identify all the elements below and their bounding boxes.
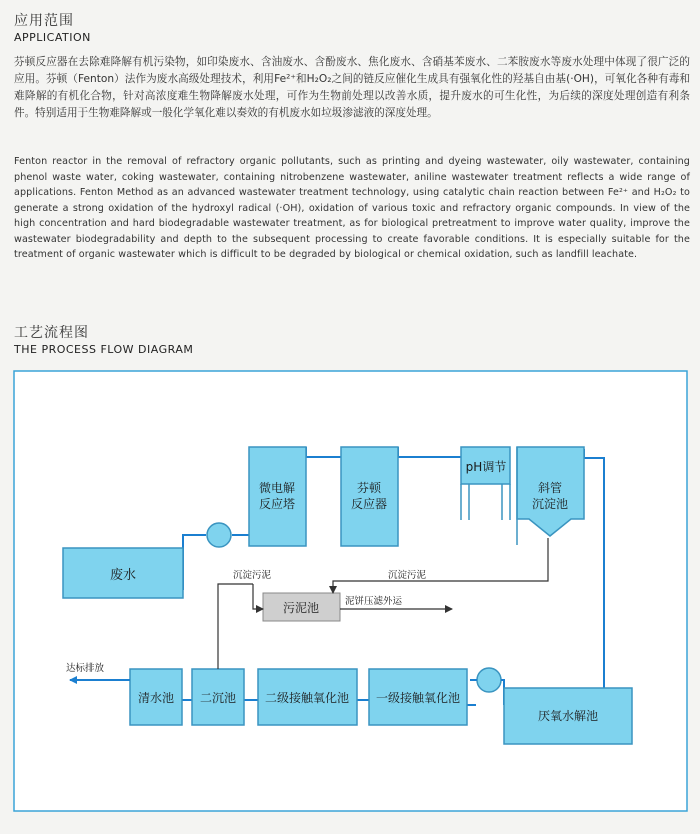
pump-icon-2: [477, 668, 501, 692]
label-secondary-sed: 二沉池: [199, 691, 237, 705]
label-micro-1: 微电解: [258, 481, 296, 495]
label-micro-2: 反应塔: [258, 497, 296, 511]
label-inclined-1: 斜管: [537, 481, 563, 495]
label-discharge: 达标排放: [66, 663, 105, 674]
label-fenton-2: 反应器: [350, 497, 388, 511]
application-paragraph-en: Fenton reactor in the removal of refractory organic pollutants, such as printing and dyeing wastewater, oily wastewater, containing phenol waste water, coking wastewater, containing nitrobenzene wastewater, aniline wastewater treatment reflects a wide range of applications. Fenton Method as an advanced wastewater treatment technology, using catalytic chain reaction between Fe²⁺ and H₂O₂ to generate a strong oxidation of the hydroxyl radical (·OH), oxidation of various toxic and refractory organic compounds. In view of the high concentration and hard biodegradable wastewater treatment, as for biological pretreatment to improve water quality, improve the wastewater biodegradability and depth to the subsequent processing to create favorable conditions. It is especially suitable for the treatment of organic wastewater which is difficult to be degraded by biological or chemical oxidation, such as landfill leachate.: [14, 156, 690, 260]
label-primary-contact: 一级接触氧化池: [375, 691, 461, 705]
process-title-cn: 工艺流程图: [14, 325, 89, 341]
label-wastewater: 废水: [109, 568, 137, 583]
label-sediment-sludge-right: 沉淀污泥: [388, 570, 427, 581]
application-title-en: APPLICATION: [14, 31, 91, 44]
label-anaerobic: 厌氧水解池: [537, 709, 599, 723]
application-paragraph-cn: 芬顿反应器在去除难降解有机污染物，如印染废水、含油废水、含酚废水、焦化废水、含硝基苯废水、二苯胺废水等废水处理中体现了很广泛的应用。芬顿（Fenton）法作为废水高级处理技术，利用Fe²⁺和H₂O₂之间的链反应催化生成具有强氧化性的羟基自由基(·OH)，可氧化各种有毒和难降解的有机化合物，针对高浓度难生物降解废水处理，可作为生物前处理以改善水质，提升废水的可生化性，为后续的深度处理创造有利条件。特别适用于生物难降解或一般化学氧化难以奏效的有机废水如垃圾渗滤液的深度处理。: [14, 56, 690, 119]
label-fenton-1: 芬顿: [356, 481, 382, 495]
label-sediment-sludge-left: 沉淀污泥: [233, 570, 272, 581]
label-clear-water: 清水池: [137, 691, 175, 705]
application-title-cn: 应用范围: [14, 13, 74, 29]
process-title-en: THE PROCESS FLOW DIAGRAM: [14, 343, 194, 356]
label-sludge-tank: 污泥池: [282, 601, 320, 615]
label-inclined-2: 沉淀池: [531, 497, 569, 511]
label-ph: pH调节: [465, 460, 507, 474]
pump-icon-1: [207, 523, 231, 547]
label-sludge-cake: 泥饼压滤外运: [345, 596, 403, 607]
label-secondary-contact: 二级接触氧化池: [264, 691, 350, 705]
